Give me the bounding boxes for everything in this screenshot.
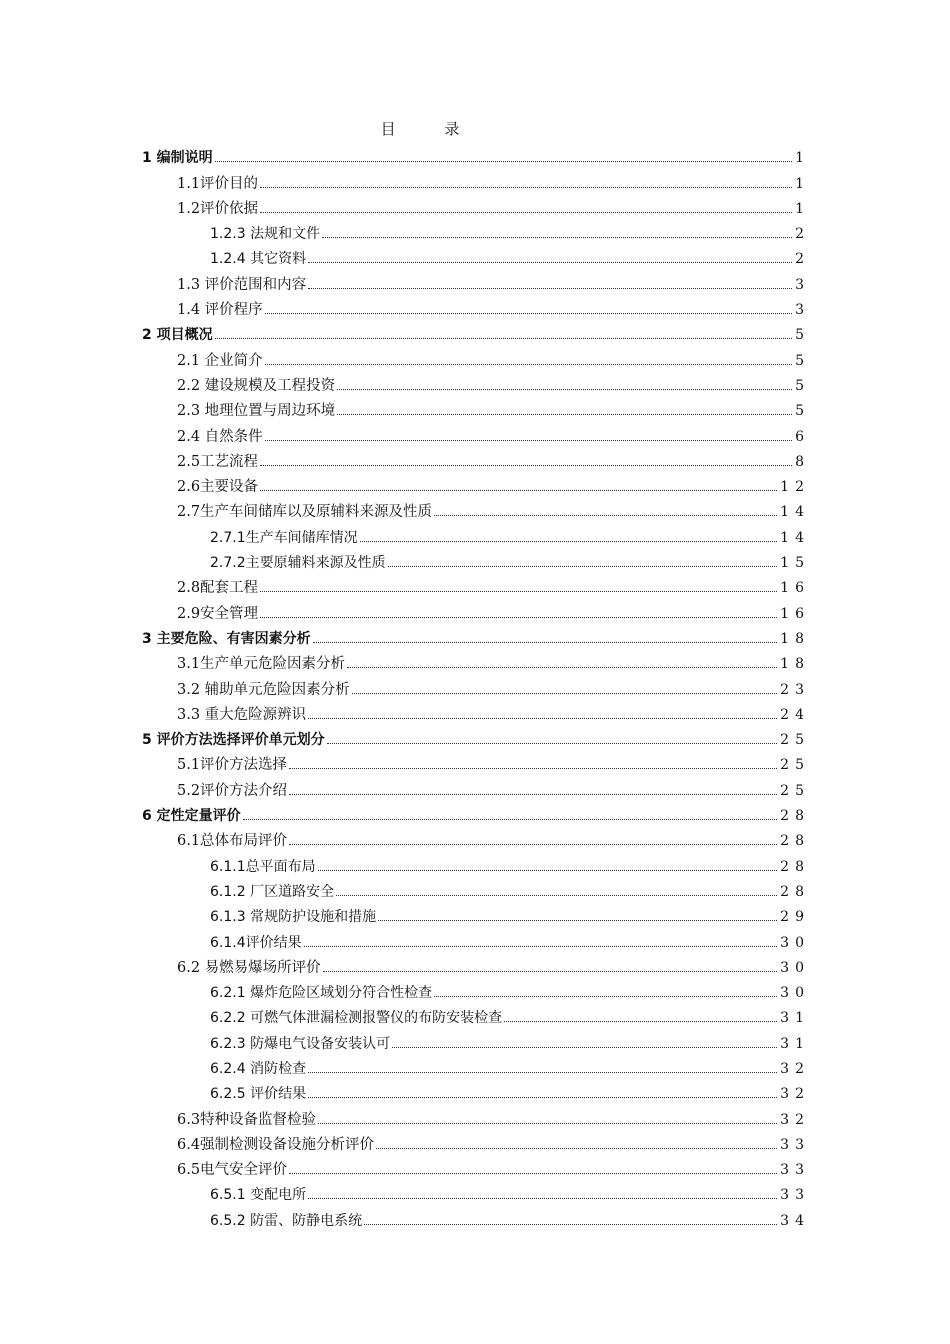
toc-dot-leader — [260, 212, 792, 213]
toc-entry-label: 5.1评价方法选择 — [177, 757, 288, 774]
toc-dot-leader — [260, 490, 777, 491]
toc-dot-leader — [336, 895, 777, 896]
toc-dot-leader — [265, 440, 792, 441]
toc-dot-leader — [260, 591, 777, 592]
toc-dot-leader — [260, 465, 792, 466]
toc-entry[interactable] — [142, 926, 810, 951]
toc-dot-leader — [434, 515, 777, 516]
toc-entry[interactable] — [142, 521, 810, 546]
toc-entry-page: 14 — [780, 504, 810, 521]
toc-dot-leader — [260, 617, 777, 618]
toc-entry[interactable] — [142, 648, 810, 673]
toc-dot-leader — [322, 237, 792, 238]
toc-entry[interactable] — [142, 800, 810, 825]
toc-entry[interactable] — [142, 774, 810, 799]
toc-list — [142, 142, 810, 1230]
toc-dot-leader — [260, 187, 792, 188]
toc-entry[interactable] — [142, 1002, 810, 1027]
toc-dot-leader — [313, 642, 778, 643]
toc-dot-leader — [323, 971, 778, 972]
toc-entry-page: 18 — [780, 630, 810, 647]
toc-entry-label: 2 项目概况 — [142, 327, 213, 344]
toc-entry-page: 25 — [780, 732, 810, 749]
toc-entry[interactable] — [142, 1154, 810, 1179]
toc-entry-label: 6.2.1 爆炸危险区域划分符合性检查 — [210, 985, 433, 1002]
toc-entry-label: 6.1.3 常规防护设施和措施 — [210, 909, 377, 926]
toc-entry[interactable] — [142, 1053, 810, 1078]
toc-dot-leader — [308, 262, 792, 263]
toc-entry-label: 1.2.4 其它资料 — [210, 251, 307, 268]
toc-entry-label: 1 编制说明 — [142, 150, 213, 167]
toc-entry-page: 25 — [780, 757, 810, 774]
toc-entry[interactable] — [142, 218, 810, 243]
toc-dot-leader — [318, 870, 778, 871]
toc-entry-page: 6 — [795, 428, 810, 445]
toc-entry-page: 5 — [795, 403, 810, 420]
toc-dot-leader — [265, 313, 792, 314]
toc-entry-label: 3.1生产单元危险因素分析 — [177, 656, 346, 673]
toc-entry-label: 3.3 重大危险源辨识 — [177, 706, 307, 723]
toc-dot-leader — [364, 1224, 777, 1225]
toc-dot-leader — [337, 414, 792, 415]
toc-entry[interactable] — [142, 1129, 810, 1154]
toc-dot-leader — [289, 1173, 777, 1174]
toc-entry-page: 2 — [795, 226, 810, 243]
toc-entry[interactable] — [142, 749, 810, 774]
toc-entry-label: 5.2评价方法介绍 — [177, 782, 288, 799]
toc-entry-label: 6.5电气安全评价 — [177, 1162, 288, 1179]
toc-entry[interactable] — [142, 294, 810, 319]
toc-entry-page: 31 — [780, 1035, 810, 1052]
toc-entry-label: 3.2 辅助单元危险因素分析 — [177, 681, 350, 698]
toc-entry-label: 6.5.1 变配电所 — [210, 1187, 307, 1204]
toc-entry-page: 8 — [795, 453, 810, 470]
toc-entry-page: 3 — [795, 302, 810, 319]
toc-entry[interactable] — [142, 446, 810, 471]
toc-entry-page: 30 — [780, 985, 810, 1002]
toc-entry-page: 28 — [780, 808, 810, 825]
toc-entry-page: 32 — [780, 1060, 810, 1077]
toc-entry-page: 5 — [795, 352, 810, 369]
toc-entry-page: 14 — [780, 529, 810, 546]
toc-entry-page: 28 — [780, 883, 810, 900]
toc-entry-label: 2.7.1生产车间储库情况 — [210, 529, 358, 546]
toc-entry-page: 12 — [780, 479, 810, 496]
toc-dot-leader — [308, 288, 792, 289]
toc-entry-label: 6.2.2 可燃气体泄漏检测报警仪的布防安装检查 — [210, 1010, 503, 1027]
toc-dot-leader — [360, 541, 778, 542]
toc-entry-label: 6.4强制检测设备设施分析评价 — [177, 1136, 375, 1153]
toc-dot-leader — [215, 338, 792, 339]
toc-entry[interactable] — [142, 623, 810, 648]
toc-entry-page: 1 — [795, 150, 810, 167]
toc-entry[interactable] — [142, 547, 810, 572]
toc-entry-page: 32 — [780, 1111, 810, 1128]
toc-entry[interactable] — [142, 901, 810, 926]
toc-entry-page: 1 — [795, 175, 810, 192]
toc-entry[interactable] — [142, 673, 810, 698]
toc-dot-leader — [243, 819, 778, 820]
toc-entry-label: 1.3 评价范围和内容 — [177, 276, 307, 293]
toc-entry-page: 25 — [780, 782, 810, 799]
toc-dot-leader — [337, 389, 792, 390]
toc-dot-leader — [265, 364, 792, 365]
toc-entry-page: 34 — [780, 1212, 810, 1229]
toc-entry-label: 2.1 企业简介 — [177, 352, 263, 369]
toc-entry-page: 5 — [795, 377, 810, 394]
toc-dot-leader — [289, 794, 777, 795]
toc-entry[interactable] — [142, 268, 810, 293]
toc-entry-label: 6.2.5 评价结果 — [210, 1086, 307, 1103]
toc-entry-label: 2.8配套工程 — [177, 580, 259, 597]
toc-entry-page: 30 — [780, 934, 810, 951]
toc-entry-page: 31 — [780, 1010, 810, 1027]
toc-entry[interactable] — [142, 699, 810, 724]
toc-entry-label: 6.1.2 厂区道路安全 — [210, 883, 335, 900]
toc-entry-page: 3 — [795, 276, 810, 293]
toc-entry-page: 32 — [780, 1086, 810, 1103]
toc-dot-leader — [304, 946, 778, 947]
toc-entry-label: 6.2.4 消防检查 — [210, 1060, 307, 1077]
toc-entry-page: 15 — [780, 555, 810, 572]
toc-entry-label: 6 定性定量评价 — [142, 808, 241, 825]
toc-entry-page: 5 — [795, 327, 810, 344]
toc-entry-label: 5 评价方法选择评价单元划分 — [142, 732, 325, 749]
toc-entry-page: 16 — [780, 605, 810, 622]
toc-entry[interactable] — [142, 370, 810, 395]
toc-entry-label: 2.6主要设备 — [177, 479, 259, 496]
toc-entry-label: 2.9安全管理 — [177, 605, 259, 622]
toc-entry-page: 33 — [780, 1162, 810, 1179]
toc-entry-label: 2.7.2主要原辅料来源及性质 — [210, 555, 386, 572]
toc-entry-page: 18 — [780, 656, 810, 673]
toc-entry-page: 33 — [780, 1187, 810, 1204]
toc-entry[interactable] — [142, 1179, 810, 1204]
toc-entry[interactable] — [142, 420, 810, 445]
toc-entry-label: 2.7生产车间储库以及原辅料来源及性质 — [177, 504, 433, 521]
toc-entry[interactable] — [142, 1204, 810, 1229]
toc-entry[interactable] — [142, 597, 810, 622]
toc-entry-page: 30 — [780, 959, 810, 976]
toc-entry-label: 6.1.4评价结果 — [210, 934, 302, 951]
toc-entry-page: 2 — [795, 251, 810, 268]
toc-dot-leader — [308, 718, 777, 719]
toc-entry-label: 6.5.2 防雷、防静电系统 — [210, 1212, 363, 1229]
toc-entry-label: 2.5工艺流程 — [177, 453, 259, 470]
toc-entry-label: 2.4 自然条件 — [177, 428, 263, 445]
toc-dot-leader — [434, 996, 777, 997]
toc-entry-page: 28 — [780, 833, 810, 850]
toc-entry[interactable] — [142, 572, 810, 597]
toc-entry[interactable] — [142, 1027, 810, 1052]
toc-dot-leader — [308, 1072, 777, 1073]
toc-entry-page: 24 — [780, 706, 810, 723]
toc-entry-label: 6.1.1总平面布局 — [210, 858, 316, 875]
toc-entry[interactable] — [142, 496, 810, 521]
toc-entry-label: 1.4 评价程序 — [177, 302, 263, 319]
toc-dot-leader — [215, 161, 792, 162]
toc-entry-page: 28 — [780, 858, 810, 875]
toc-dot-leader — [392, 1047, 777, 1048]
toc-title: 目 录 — [380, 120, 482, 138]
toc-dot-leader — [388, 566, 778, 567]
toc-entry[interactable] — [142, 167, 810, 192]
toc-entry-label: 1.1评价目的 — [177, 175, 259, 192]
toc-dot-leader — [352, 693, 778, 694]
toc-dot-leader — [308, 1097, 777, 1098]
toc-entry[interactable] — [142, 243, 810, 268]
toc-entry-label: 2.3 地理位置与周边环境 — [177, 403, 336, 420]
toc-entry-page: 1 — [795, 200, 810, 217]
toc-entry[interactable] — [142, 977, 810, 1002]
toc-dot-leader — [376, 1148, 777, 1149]
toc-entry[interactable] — [142, 142, 810, 167]
toc-entry[interactable] — [142, 1103, 810, 1128]
toc-dot-leader — [504, 1021, 777, 1022]
toc-entry[interactable] — [142, 724, 810, 749]
toc-dot-leader — [289, 844, 777, 845]
toc-dot-leader — [378, 920, 777, 921]
toc-entry-label: 1.2.3 法规和文件 — [210, 226, 321, 243]
toc-entry-page: 23 — [780, 681, 810, 698]
toc-dot-leader — [308, 1198, 777, 1199]
toc-entry[interactable] — [142, 471, 810, 496]
toc-entry-page: 16 — [780, 580, 810, 597]
toc-entry-label: 6.3特种设备监督检验 — [177, 1111, 317, 1128]
toc-entry-page: 33 — [780, 1136, 810, 1153]
toc-entry-label: 3 主要危险、有害因素分析 — [142, 630, 311, 647]
toc-dot-leader — [347, 667, 777, 668]
toc-entry[interactable] — [142, 344, 810, 369]
toc-entry-label: 6.2.3 防爆电气设备安装认可 — [210, 1035, 391, 1052]
toc-entry-label: 6.2 易燃易爆场所评价 — [177, 959, 321, 976]
toc-entry[interactable] — [142, 1078, 810, 1103]
toc-dot-leader — [327, 743, 778, 744]
toc-entry-label: 1.2评价依据 — [177, 200, 259, 217]
toc-entry[interactable] — [142, 193, 810, 218]
toc-entry-page: 29 — [780, 909, 810, 926]
toc-entry-label: 2.2 建设规模及工程投资 — [177, 377, 336, 394]
toc-entry[interactable] — [142, 395, 810, 420]
toc-entry[interactable] — [142, 952, 810, 977]
toc-entry[interactable] — [142, 319, 810, 344]
toc-dot-leader — [289, 768, 777, 769]
toc-entry[interactable] — [142, 876, 810, 901]
toc-entry-label: 6.1总体布局评价 — [177, 833, 288, 850]
toc-entry[interactable] — [142, 825, 810, 850]
toc-dot-leader — [318, 1123, 777, 1124]
toc-entry[interactable] — [142, 850, 810, 875]
